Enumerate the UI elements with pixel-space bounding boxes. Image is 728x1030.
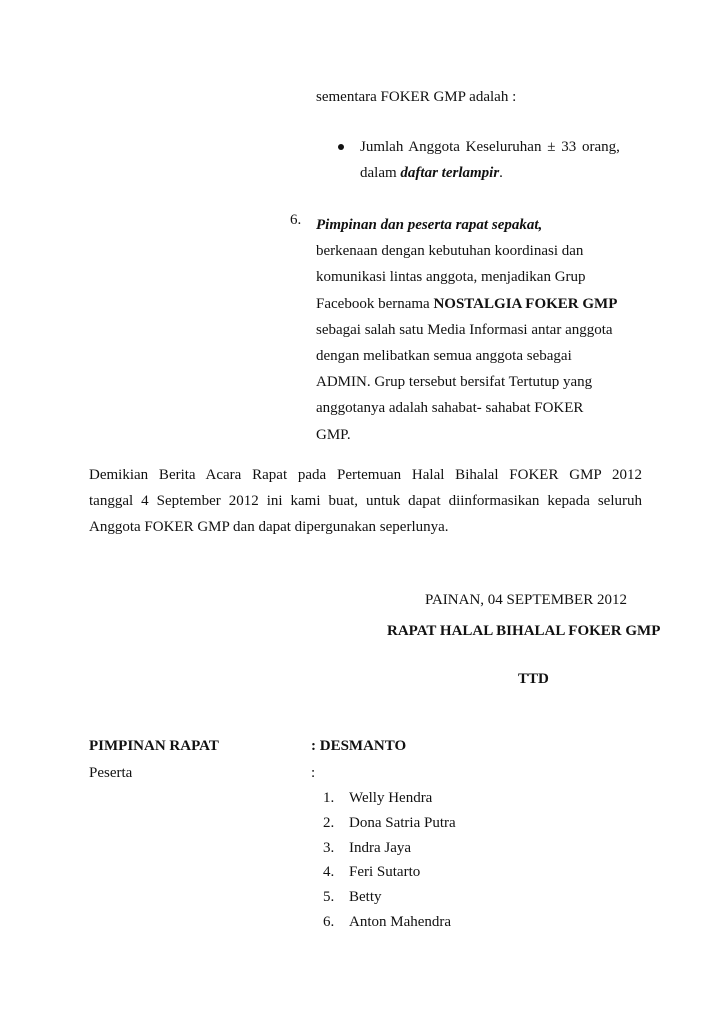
item-6-line: sebagai salah satu Media Informasi antar anggota <box>316 321 613 338</box>
leader-value: : DESMANTO <box>311 738 407 754</box>
item-6-line: dengan melibatkan semua anggota sebagai <box>316 348 572 365</box>
intro-line: sementara FOKER GMP adalah : <box>316 89 517 105</box>
list-item-number: 2. <box>323 815 335 831</box>
place-date: PAINAN, 04 SEPTEMBER 2012 <box>425 592 627 608</box>
bullet-icon <box>338 144 344 150</box>
list-item-name: Dona Satria Putra <box>349 815 456 831</box>
list-item-name: Feri Sutarto <box>349 864 421 880</box>
item-6-paragraph <box>316 212 646 448</box>
list-item-name: Anton Mahendra <box>349 914 452 930</box>
bullet-line-1: Jumlah Anggota Keseluruhan ± 33 orang, <box>360 139 620 155</box>
participants-colon: : <box>311 765 316 781</box>
item-6-heading: Pimpinan dan peserta rapat sepakat, <box>316 217 543 233</box>
signature-org: RAPAT HALAL BIHALAL FOKER GMP <box>387 623 661 639</box>
signature-ttd: TTD <box>518 671 549 687</box>
group-name: NOSTALGIA FOKER GMP <box>433 295 618 312</box>
item-6-line: berkenaan dengan kebutuhan koordinasi dan <box>316 243 584 260</box>
item-6-line: anggotanya adalah sahabat- sahabat FOKER <box>316 400 584 417</box>
bullet-line-2-suffix: . <box>499 165 503 181</box>
participants-label: Peserta <box>89 765 133 781</box>
list-item-name: Betty <box>349 889 382 905</box>
bullet-line-2-prefix: dalam <box>360 165 401 181</box>
closing-line: tanggal 4 September 2012 ini kami buat, untuk dapat diinformasikan kepada seluruh <box>89 493 642 509</box>
closing-line: Anggota FOKER GMP dan dapat dipergunakan seperlunya. <box>89 519 449 535</box>
list-item-name: Welly Hendra <box>349 790 433 806</box>
bullet-line-2 <box>360 165 503 182</box>
closing-paragraph <box>89 462 642 540</box>
list-item-name: Indra Jaya <box>349 840 412 856</box>
list-item-number: 6. <box>323 914 335 930</box>
closing-line: Demikian Berita Acara Rapat pada Pertemuan Halal Bihalal FOKER GMP 2012 <box>89 467 642 483</box>
list-item-number: 4. <box>323 864 335 880</box>
item-6-line-prefix: Facebook bernama <box>316 295 434 312</box>
list-item-number: 5. <box>323 889 335 905</box>
bullet-line-2-emphasis: daftar terlampir <box>400 165 500 181</box>
item-6-line <box>316 291 646 317</box>
item-6-line: GMP. <box>316 426 351 443</box>
item-6-line: komunikasi lintas anggota, menjadikan Grup <box>316 269 586 286</box>
item-6-number: 6. <box>290 212 302 228</box>
list-item-number: 1. <box>323 790 335 806</box>
list-item-number: 3. <box>323 840 335 856</box>
leader-label: PIMPINAN RAPAT <box>89 738 219 754</box>
item-6-line: ADMIN. Grup tersebut bersifat Tertutup yang <box>316 374 593 391</box>
